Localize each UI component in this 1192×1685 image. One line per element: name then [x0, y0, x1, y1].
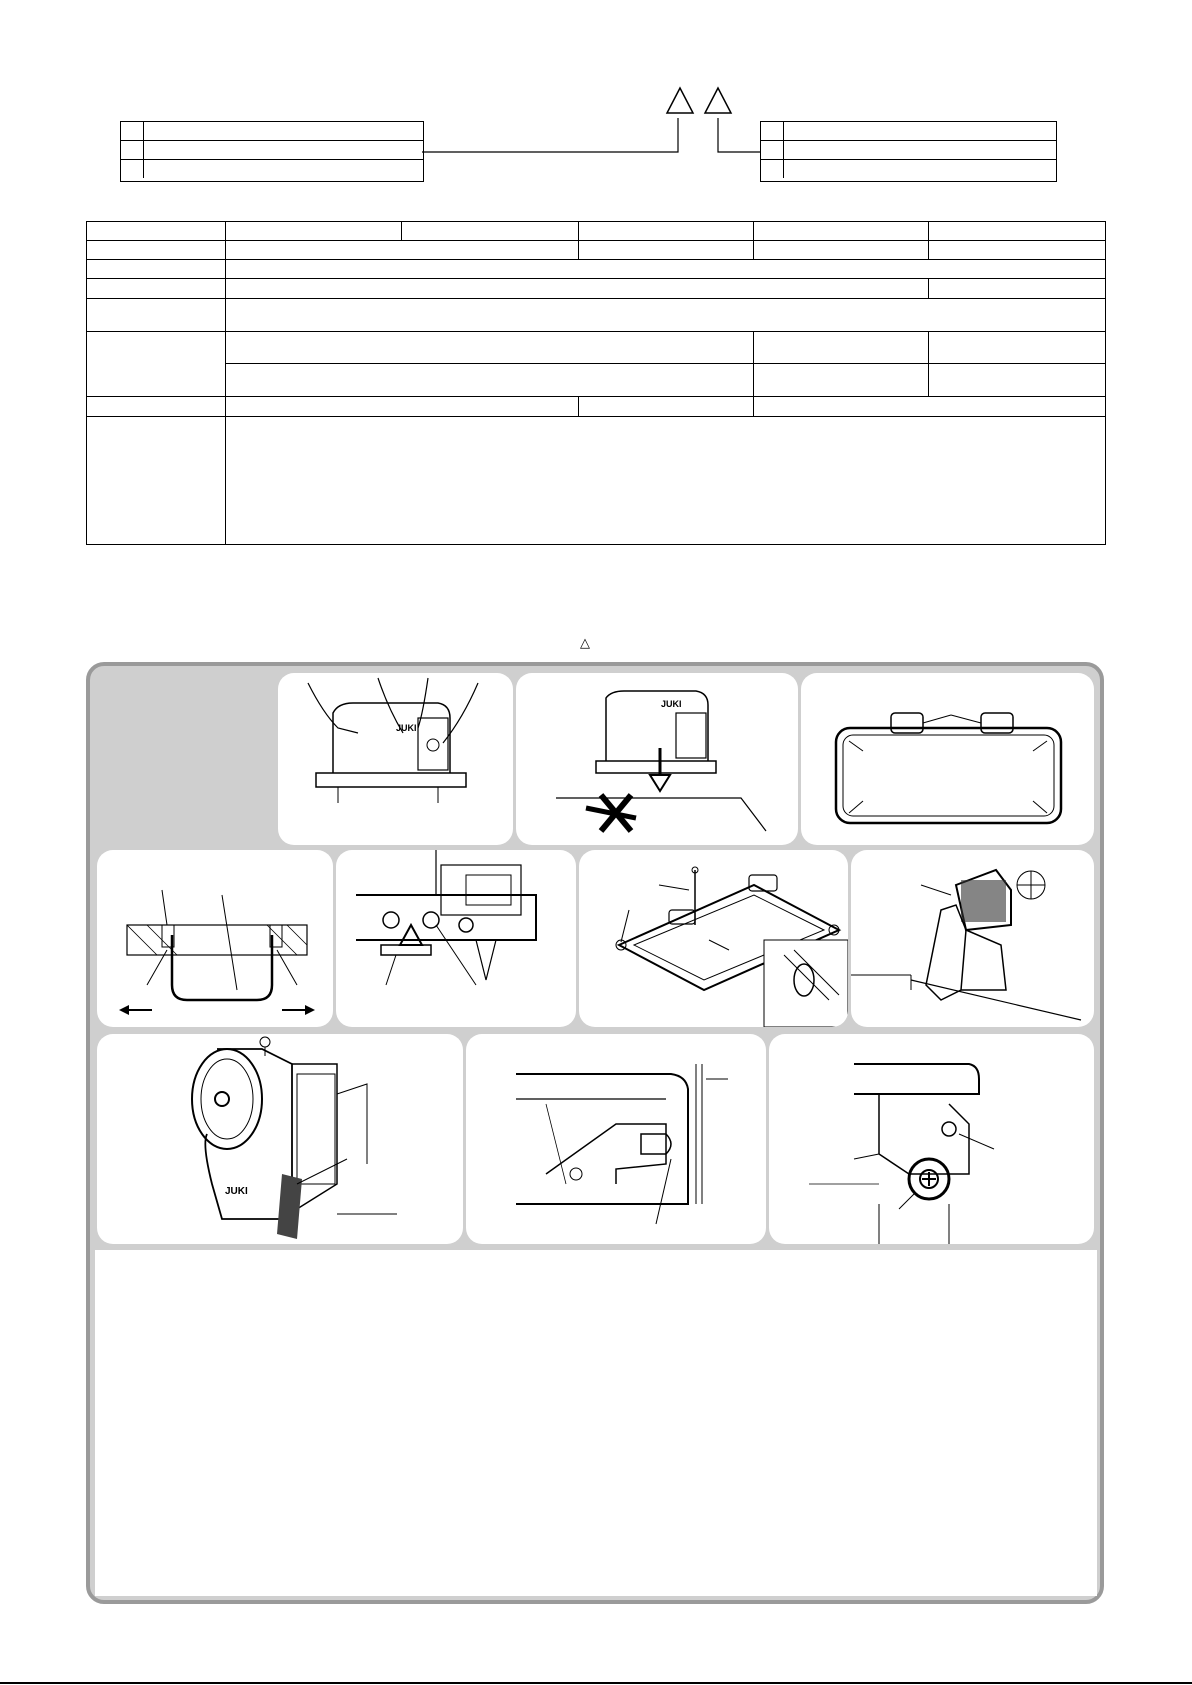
- fig-motor-front: [97, 1034, 463, 1244]
- table-row: [87, 241, 1106, 260]
- table-row: [87, 299, 1106, 332]
- table-row: [87, 364, 1106, 397]
- table-row: [87, 279, 1106, 299]
- fig-head-support-rubber: [97, 850, 333, 1027]
- warning-triangle-icon: [667, 88, 693, 113]
- table-row: [87, 397, 1106, 417]
- spec-table: [86, 221, 1106, 545]
- brand-logo-text: JUKI: [661, 699, 682, 709]
- brand-logo-text: JUKI: [396, 723, 417, 733]
- caution-triangle-icon: [400, 925, 422, 945]
- fig-bed-underside: [336, 850, 576, 1027]
- table-row: [87, 332, 1106, 364]
- fig-oil-pan-pin: [579, 850, 848, 1027]
- fig-hinge-screw: [769, 1034, 1094, 1244]
- table-row: [87, 222, 1106, 241]
- fig-oil-pan-corners: [801, 673, 1094, 845]
- warning-connectors: [0, 80, 1192, 170]
- table-row: [87, 260, 1106, 279]
- installation-warning-triangle-icon: △: [580, 635, 590, 650]
- page-footer-rule: [0, 1682, 1192, 1684]
- fig-lift-machine-head: [278, 673, 513, 845]
- instruction-text-area: [95, 1250, 1097, 1596]
- fig-hinge-clearance: [466, 1034, 766, 1244]
- warning-triangle-icon-2: [705, 88, 731, 113]
- brand-logo-text: JUKI: [225, 1186, 248, 1197]
- fig-do-not-push-with-screwdriver: [516, 673, 798, 845]
- fig-motor-cover: [851, 850, 1094, 1027]
- table-row: [87, 417, 1106, 545]
